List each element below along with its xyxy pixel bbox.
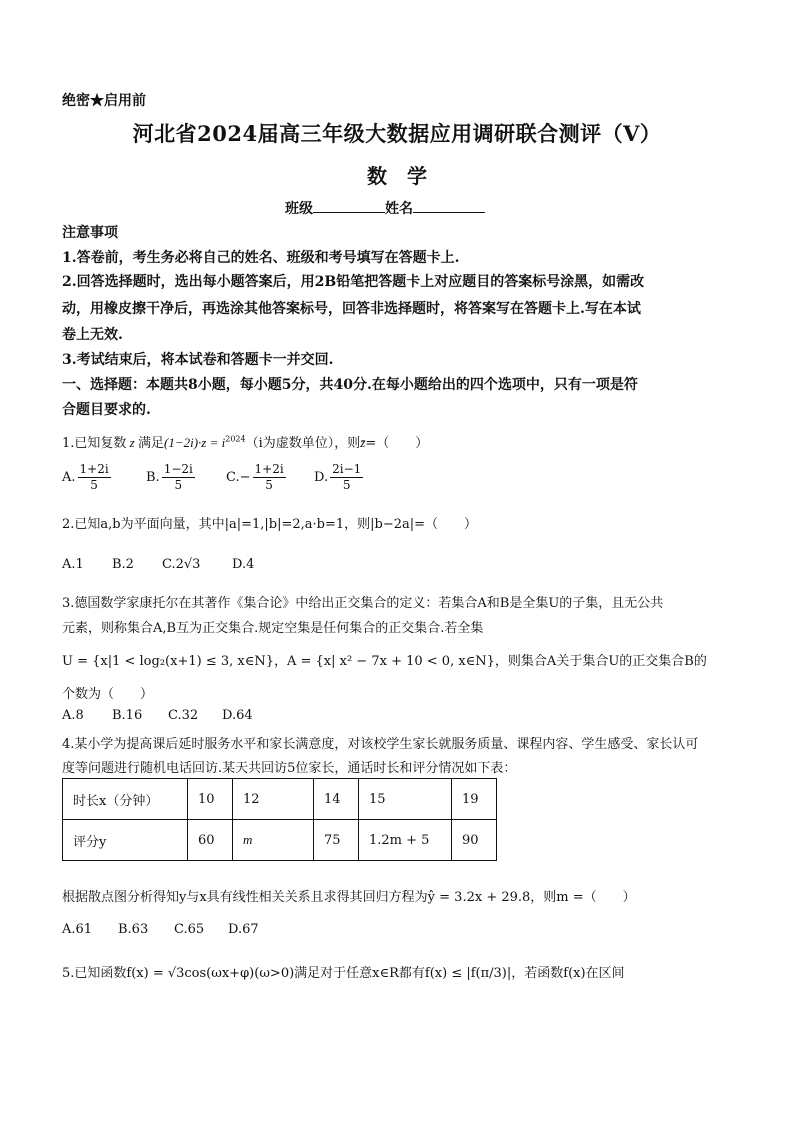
q1-option-a-den: 5 <box>90 478 98 492</box>
q1-option-c-label: C. <box>226 470 240 485</box>
q1-text-d: =（ ） <box>365 436 429 451</box>
q4-option-a: A.61 <box>62 922 93 937</box>
q1-option-b <box>146 462 197 493</box>
q1-option-b-label: B. <box>146 470 160 485</box>
table-cell: 60 <box>188 820 233 861</box>
q1-option-a-label: A. <box>62 470 76 485</box>
table-cell: 10 <box>188 779 233 820</box>
q1-option-a-num: 1+2i <box>79 462 109 476</box>
q1-zbar: z̄ <box>360 435 366 450</box>
table-row-score <box>63 820 497 861</box>
duration-score-table <box>62 778 497 861</box>
subject-title: 数 学 <box>367 164 427 188</box>
q1-text-a: 1.已知复数 <box>62 436 127 451</box>
question-4-line-3: 根据散点图分析得知y与x具有线性相关关系且求得其回归方程为ŷ = 3.2x + 29.8，则m =（ ） <box>62 890 636 905</box>
q1-option-d <box>314 462 365 493</box>
section-heading-line-2: 合题目要求的. <box>62 402 151 418</box>
class-label: 班级 <box>285 201 313 217</box>
q1-option-b-den: 5 <box>174 478 183 492</box>
table-cell: 75 <box>314 820 359 861</box>
q1-option-c-den: 5 <box>265 478 273 492</box>
notice-item-3: 3.考试结束后，将本试卷和答题卡一并交回. <box>62 352 334 368</box>
exam-title: 河北省2024届高三年级大数据应用调研联合测评（V） <box>132 121 662 146</box>
class-name-line <box>285 198 485 218</box>
question-5: 5.已知函数f(x) = √3cos(ωx+φ)(ω>0)满足对于任意x∈R都有f(x) ≤ |f(π/3)|，若函数f(x)在区间 <box>62 966 625 981</box>
notice-heading: 注意事项 <box>62 225 118 241</box>
name-blank <box>413 200 485 213</box>
q1-option-d-fraction <box>330 462 363 493</box>
table-cell: 14 <box>314 779 359 820</box>
q3-option-d: D.64 <box>222 708 253 723</box>
q3-option-c: C.32 <box>168 708 199 723</box>
q1-option-d-den: 5 <box>342 478 351 492</box>
confidential-label: 绝密★启用前 <box>62 93 146 109</box>
notice-item-2: 2.回答选择题时，选出每小题答案后，用2B铅笔把答题卡上对应题目的答案标号涂黑，如需改 <box>62 274 645 290</box>
notice-item-2-end: 卷上无效. <box>62 327 123 343</box>
table-cell: 1.2m + 5 <box>359 820 452 861</box>
question-3-line-3: U = {x|1 < log₂(x+1) ≤ 3, x∈N}，A = {x| x² − 7x + 10 < 0, x∈N}，则集合A关于集合U的正交集合B的 <box>62 654 707 669</box>
q1-option-c-sign: − <box>239 470 251 485</box>
q1-option-c-fraction <box>253 462 286 493</box>
q1-option-d-label: D. <box>314 470 329 485</box>
q2-option-a: A.1 <box>62 557 84 572</box>
table-row-duration <box>63 779 497 820</box>
q1-text-b: 满足 <box>137 436 164 451</box>
question-3-line-4: 个数为（ ） <box>62 687 154 702</box>
table-cell: 19 <box>452 779 497 820</box>
notice-item-1: 1.答卷前，考生务必将自己的姓名、班级和考号填写在答题卡上. <box>62 250 460 266</box>
table-cell: 12 <box>233 779 314 820</box>
q1-text-c: （i为虚数单位），则 <box>245 436 361 451</box>
q3-option-b: B.16 <box>112 708 143 723</box>
q4-option-c: C.65 <box>174 922 205 937</box>
question-3-line-2: 元素，则称集合A,B互为正交集合.规定空集是任何集合的正交集合.若全集 <box>62 621 484 636</box>
q1-option-a-fraction <box>78 462 111 493</box>
q2-option-c: C.2√3 <box>162 557 201 572</box>
question-2: 2.已知a,b为平面向量，其中|a|=1,|b|=2,a·b=1，则|b−2a|=（ ） <box>62 517 478 532</box>
question-1 <box>62 432 428 451</box>
q4-option-d: D.67 <box>228 922 259 937</box>
table-header-cell: 时长x（分钟） <box>63 779 188 820</box>
q1-option-a <box>62 462 113 493</box>
section-heading-line-1: 一、选择题：本题共8小题，每小题5分，共40分.在每小题给出的四个选项中，只有一项是符 <box>62 377 638 393</box>
q1-option-b-fraction <box>162 462 195 493</box>
q2-option-d: D.4 <box>232 557 255 572</box>
q1-option-c-num: 1+2i <box>254 462 284 476</box>
q1-exponent: 2024 <box>225 434 246 444</box>
q2-option-b: B.2 <box>112 557 134 572</box>
question-3-line-1: 3.德国数学家康托尔在其著作《集合论》中给出正交集合的定义：若集合A和B是全集U的子集，且无公共 <box>62 596 664 611</box>
table-cell: m <box>233 820 314 861</box>
notice-item-2-cont: 动，用橡皮擦干净后，再选涂其他答案标号，回答非选择题时，将答案写在答题卡上.写在本试 <box>62 301 641 317</box>
q1-var-z: z <box>126 435 138 450</box>
question-4-line-2: 度等问题进行随机电话回访.某天共回访5位家长，通话时长和评分情况如下表： <box>62 761 517 776</box>
q1-option-d-num: 2i−1 <box>332 462 362 476</box>
q1-option-b-num: 1−2i <box>163 462 193 476</box>
q1-option-c <box>226 462 288 493</box>
table-cell: 90 <box>452 820 497 861</box>
table-cell: 15 <box>359 779 452 820</box>
question-4-line-1: 4.某小学为提高课后延时服务水平和家长满意度，对该校学生家长就服务质量、课程内容、学生感受、家长认可 <box>62 737 699 752</box>
q4-option-b: B.63 <box>118 922 149 937</box>
q1-expression: (1−2i)·z = i <box>163 435 226 450</box>
class-blank <box>313 200 385 213</box>
table-header-cell: 评分y <box>63 820 188 861</box>
name-label: 姓名 <box>385 201 413 217</box>
q3-option-a: A.8 <box>62 708 84 723</box>
